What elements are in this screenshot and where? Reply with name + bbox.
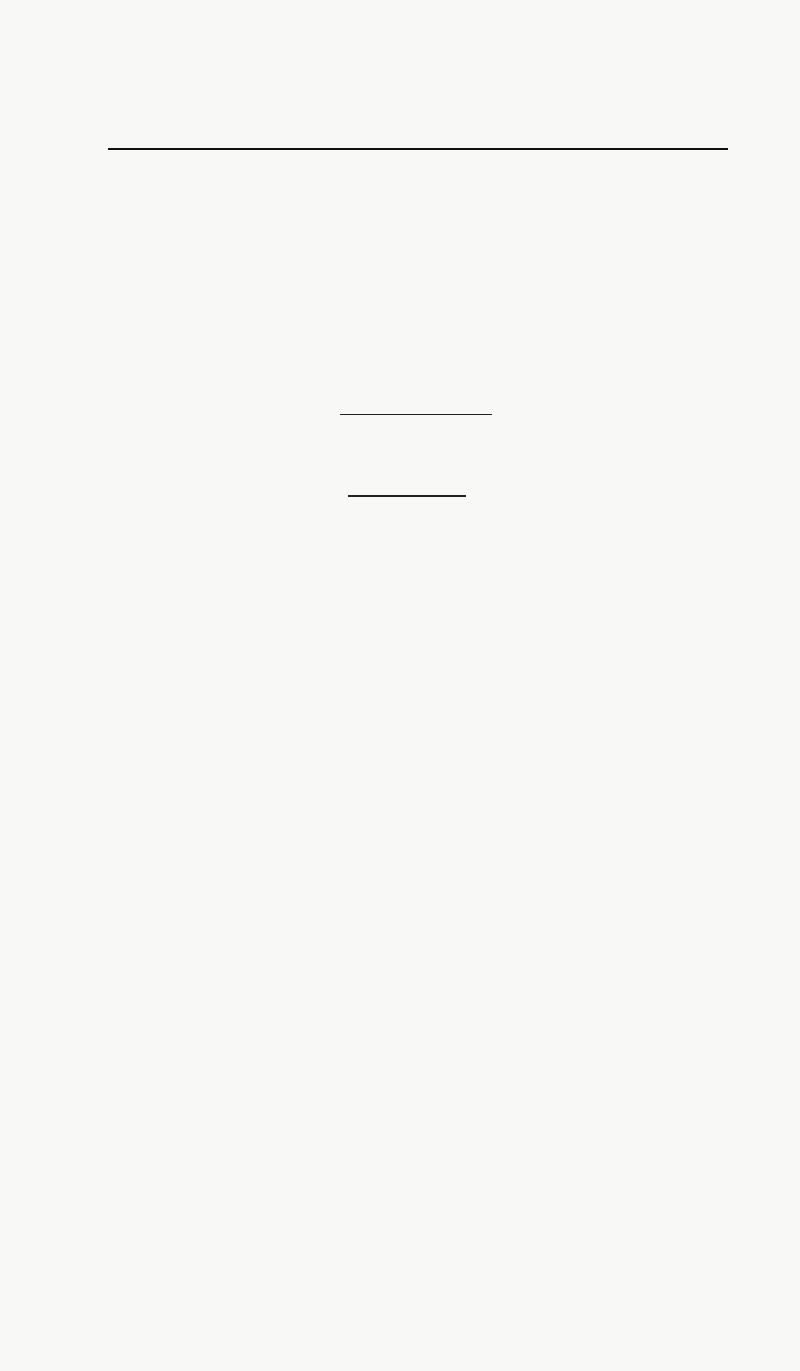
running-header: [108, 118, 728, 142]
separator-rule: [340, 414, 492, 415]
header-rule: [108, 148, 728, 150]
title-rule: [348, 495, 466, 497]
